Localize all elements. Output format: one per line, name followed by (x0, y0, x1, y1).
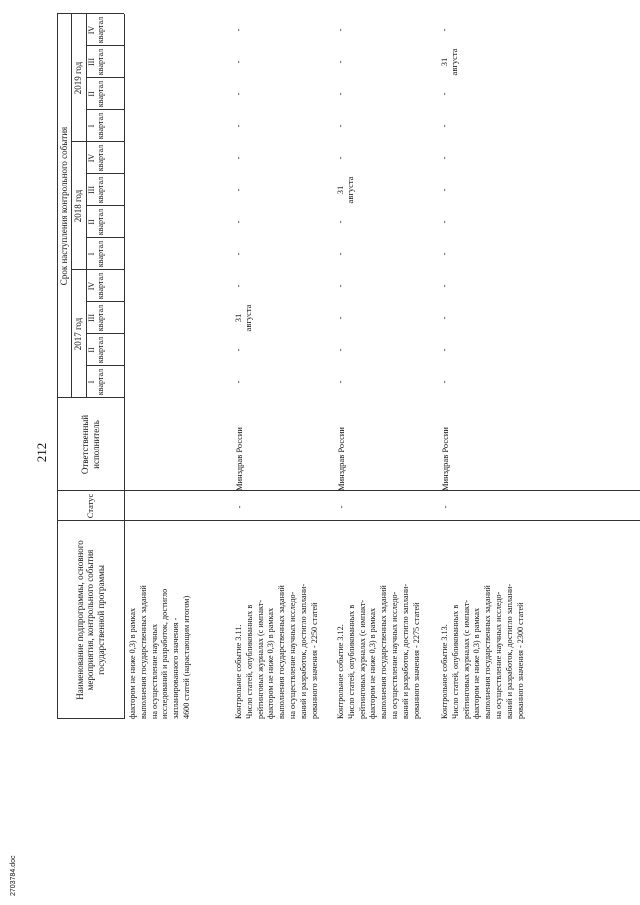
quarter-value: - (233, 348, 243, 352)
quarter-header: I квартал (87, 112, 106, 140)
footer-code: 2703784.doc (10, 855, 17, 896)
rule (124, 490, 640, 491)
quarter-value: - (439, 92, 449, 96)
quarter-value: 31 августа (335, 176, 355, 204)
header-bottom-border (124, 14, 125, 719)
quarter-value: - (439, 284, 449, 288)
quarter-value: - (233, 92, 243, 96)
quarter-value: - (439, 156, 449, 160)
quarter-value: - (233, 284, 243, 288)
name-column-header: Наименование подпрограммы, основного мероприятия, контрольного события государственной программы (75, 540, 106, 700)
quarter-value: - (335, 124, 345, 128)
table-left-border (57, 718, 124, 719)
status-column-header: Статус (84, 493, 95, 519)
quarter-value: - (335, 28, 345, 32)
executor-column-header: Ответственный исполнитель (80, 414, 101, 475)
quarter-value: - (439, 124, 449, 128)
quarter-value: - (233, 252, 243, 256)
quarter-value: - (439, 188, 449, 192)
row-name: Контрольное событие 3.12. Число статей, опубликованных в рейтинговых журналах (с импакт- фактором не ниже 0,3) в рамках выполнения государственных заданий на осуществление научных исследо- ваний и разработок, достигло заплани- рованного значения - 2275 статей (336, 583, 421, 719)
quarter-value: 31 августа (439, 48, 459, 76)
quarter-header: II квартал (87, 208, 106, 236)
quarter-value: - (335, 92, 345, 96)
quarter-value: - (335, 284, 345, 288)
quarter-header: IV квартал (87, 16, 106, 44)
year-header: 2019 год (73, 61, 84, 95)
quarter-value: - (233, 380, 243, 384)
quarter-header: I квартал (87, 240, 106, 268)
row-executor: Минздрав России (440, 427, 450, 491)
quarter-value: - (439, 316, 449, 320)
quarter-header: IV квартал (87, 144, 106, 172)
quarter-value: - (439, 380, 449, 384)
row-status: - (336, 505, 346, 509)
page-number: 212 (34, 442, 49, 463)
quarter-value: - (335, 60, 345, 64)
quarter-header: III квартал (87, 176, 106, 204)
row-name: Контрольное событие 3.13. Число статей, опубликованных в рейтинговых журналах (с импакт- фактором не ниже 0,3) в рамках выполнения государственных заданий на осуществление научных исследо- ваний и разработок, достигло заплани- рованного значения - 2300 статей (440, 583, 525, 719)
quarter-value: - (233, 188, 243, 192)
quarter-value: - (335, 156, 345, 160)
quarter-value: - (335, 316, 345, 320)
quarter-header: I квартал (87, 368, 106, 396)
quarter-header: III квартал (87, 48, 106, 76)
quarter-value: - (439, 348, 449, 352)
quarter-value: 31 августа (233, 304, 253, 332)
row-name: фактором не ниже 0,3) в рамках выполнения государственных заданий на осуществление научных исследований и разработок, достигло запланированного значения - 4600 статей (нарастающим итогом) (128, 585, 192, 719)
quarter-value: - (233, 156, 243, 160)
row-executor: Минздрав России (336, 427, 346, 491)
quarter-value: - (233, 60, 243, 64)
quarter-value: - (233, 220, 243, 224)
year-header: 2018 год (73, 189, 84, 223)
year-header: 2017 год (73, 317, 84, 351)
quarter-value: - (335, 252, 345, 256)
row-executor: Минздрав России (234, 427, 244, 491)
quarter-value: - (335, 380, 345, 384)
quarter-value: - (233, 28, 243, 32)
row-status: - (440, 505, 450, 509)
quarter-value: - (233, 124, 243, 128)
deadline-group-header: Срок наступления контрольного события (58, 126, 69, 286)
quarter-header: II квартал (87, 80, 106, 108)
row-name: Контрольное событие 3.11. Число статей, опубликованных в рейтинговых журналах (с импакт- фактором не ниже 0,3) в рамках выполнения государственных заданий на осуществление научных исследо- ваний и разработок, достигло заплани- рованного значения - 2250 статей (234, 583, 319, 719)
quarter-value: - (439, 252, 449, 256)
quarter-value: - (439, 220, 449, 224)
quarter-header: IV квартал (87, 272, 106, 300)
quarter-value: - (335, 348, 345, 352)
quarter-value: - (439, 28, 449, 32)
row-status: - (234, 505, 244, 509)
quarter-header: III квартал (87, 304, 106, 332)
quarter-header: II квартал (87, 336, 106, 364)
quarter-value: - (335, 220, 345, 224)
